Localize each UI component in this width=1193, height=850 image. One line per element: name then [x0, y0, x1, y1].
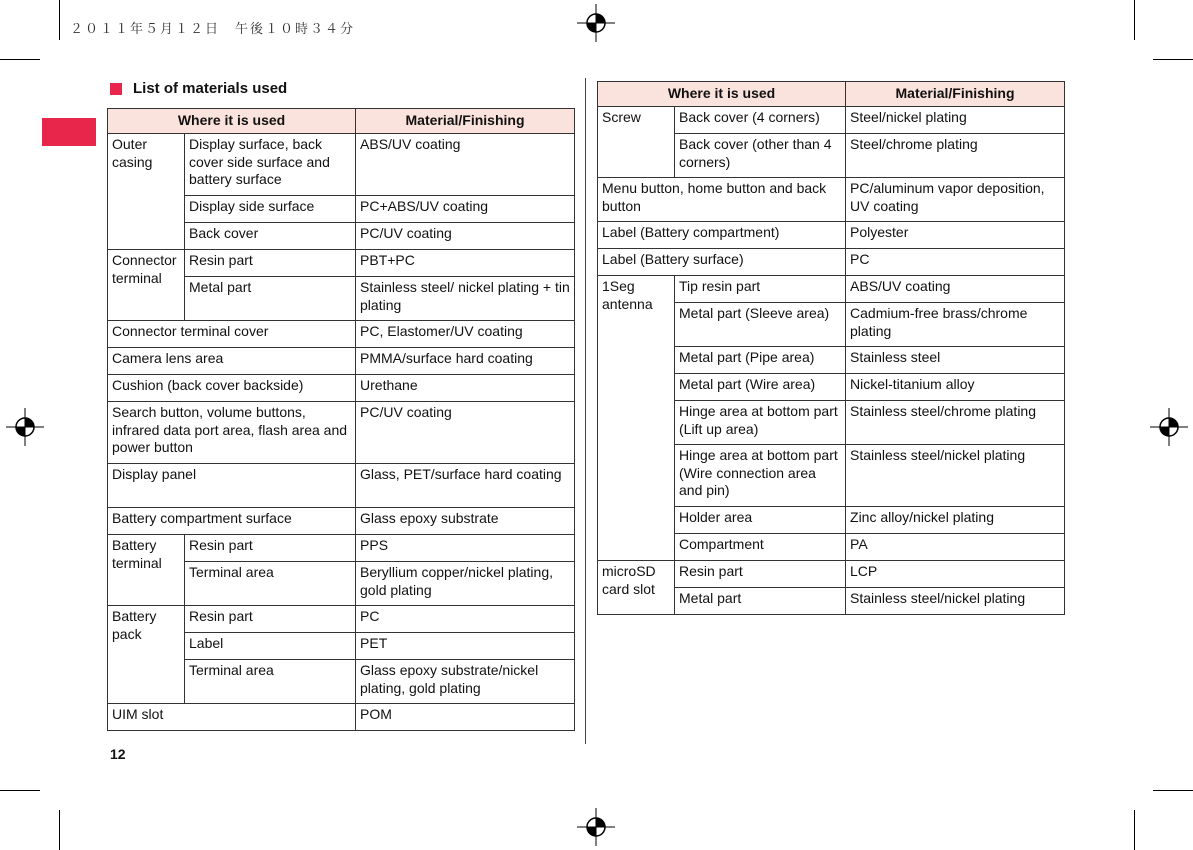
header-where: Where it is used [598, 82, 846, 107]
chapter-tab [42, 118, 96, 146]
material-cell: Glass epoxy substrate [356, 508, 575, 535]
table-header-row [598, 82, 1065, 107]
part-cell: Metal part [675, 588, 846, 615]
material-cell: PC+ABS/UV coating [356, 196, 575, 223]
material-cell: PA [846, 534, 1065, 561]
material-cell: PC/aluminum vapor deposition, UV coating [846, 178, 1065, 222]
table-row [108, 375, 575, 402]
table-row [598, 276, 1065, 303]
group-label: Connector terminal [108, 250, 185, 321]
part-cell: Display side surface [185, 196, 356, 223]
table-row [598, 222, 1065, 249]
print-timestamp: ２０１１年５月１２日 午後１０時３４分 [70, 22, 356, 37]
materials-table-right [597, 81, 1065, 615]
table-row [598, 107, 1065, 134]
crop-mark [1134, 810, 1135, 850]
material-cell: Steel/chrome plating [846, 134, 1065, 178]
part-cell: Search button, volume buttons, infrared data port area, flash area and power button [108, 402, 356, 464]
crop-mark [1153, 790, 1193, 791]
table-row [108, 508, 575, 535]
crop-mark [59, 810, 60, 850]
registration-mark-icon [577, 4, 615, 42]
table-row [108, 606, 575, 633]
square-bullet-icon [110, 83, 122, 95]
material-cell: Urethane [356, 375, 575, 402]
material-cell: Steel/nickel plating [846, 107, 1065, 134]
part-cell: Back cover (4 corners) [675, 107, 846, 134]
table-row [108, 704, 575, 731]
table-row [598, 178, 1065, 222]
table-row [108, 134, 575, 196]
material-cell: PPS [356, 535, 575, 562]
part-cell: Metal part (Wire area) [675, 374, 846, 401]
group-label: Battery terminal [108, 535, 185, 606]
material-cell: Beryllium copper/nickel plating, gold plating [356, 562, 575, 606]
table-row [108, 402, 575, 464]
part-cell: Label [185, 633, 356, 660]
part-cell: Metal part (Sleeve area) [675, 303, 846, 347]
table-row [108, 348, 575, 375]
material-cell: PMMA/surface hard coating [356, 348, 575, 375]
column-divider [585, 78, 586, 744]
group-label: 1Seg antenna [598, 276, 675, 561]
header-where: Where it is used [108, 109, 356, 134]
table-header-row [108, 109, 575, 134]
material-cell: Glass, PET/surface hard coating [356, 464, 575, 508]
part-cell: Camera lens area [108, 348, 356, 375]
table-row [108, 464, 575, 508]
material-cell: PBT+PC [356, 250, 575, 277]
group-label: Battery pack [108, 606, 185, 704]
crop-mark [59, 0, 60, 40]
group-label: Outer casing [108, 134, 185, 250]
material-cell: Stainless steel/chrome plating [846, 401, 1065, 445]
crop-mark [1153, 59, 1193, 60]
table-row [598, 561, 1065, 588]
part-cell: Metal part (Pipe area) [675, 347, 846, 374]
material-cell: Zinc alloy/nickel plating [846, 507, 1065, 534]
table-row [108, 321, 575, 348]
part-cell: Label (Battery compartment) [598, 222, 846, 249]
material-cell: PC, Elastomer/UV coating [356, 321, 575, 348]
header-material: Material/Finishing [846, 82, 1065, 107]
part-cell: Display panel [108, 464, 356, 508]
material-cell: ABS/UV coating [356, 134, 575, 196]
material-cell: Glass epoxy substrate/nickel plating, gold plating [356, 660, 575, 704]
registration-mark-icon [577, 808, 615, 846]
part-cell: Back cover [185, 223, 356, 250]
material-cell: Polyester [846, 222, 1065, 249]
material-cell: Cadmium-free brass/chrome plating [846, 303, 1065, 347]
registration-mark-icon [1150, 408, 1188, 446]
page-number: 12 [110, 746, 126, 762]
section-title-text: List of materials used [133, 80, 288, 97]
crop-mark [1134, 0, 1135, 40]
table-row [108, 250, 575, 277]
material-cell: Stainless steel/ nickel plating + tin plating [356, 277, 575, 321]
material-cell: LCP [846, 561, 1065, 588]
material-cell: Nickel-titanium alloy [846, 374, 1065, 401]
registration-mark-icon [6, 408, 44, 446]
part-cell: Resin part [185, 250, 356, 277]
part-cell: Back cover (other than 4 corners) [675, 134, 846, 178]
part-cell: Holder area [675, 507, 846, 534]
part-cell: Battery compartment surface [108, 508, 356, 535]
section-title [110, 80, 287, 97]
part-cell: Connector terminal cover [108, 321, 356, 348]
material-cell: Stainless steel [846, 347, 1065, 374]
material-cell: Stainless steel/nickel plating [846, 445, 1065, 507]
part-cell: Menu button, home button and back button [598, 178, 846, 222]
material-cell: ABS/UV coating [846, 276, 1065, 303]
material-cell: PC/UV coating [356, 402, 575, 464]
part-cell: Resin part [185, 606, 356, 633]
crop-mark [0, 59, 40, 60]
group-label: Screw [598, 107, 675, 178]
part-cell: Compartment [675, 534, 846, 561]
crop-mark [0, 790, 40, 791]
material-cell: PC [846, 249, 1065, 276]
part-cell: Metal part [185, 277, 356, 321]
header-material: Material/Finishing [356, 109, 575, 134]
part-cell: Terminal area [185, 562, 356, 606]
part-cell: Resin part [675, 561, 846, 588]
material-cell: POM [356, 704, 575, 731]
part-cell: Hinge area at bottom part (Lift up area) [675, 401, 846, 445]
part-cell: Terminal area [185, 660, 356, 704]
part-cell: Tip resin part [675, 276, 846, 303]
material-cell: PC [356, 606, 575, 633]
material-cell: Stainless steel/nickel plating [846, 588, 1065, 615]
material-cell: PC/UV coating [356, 223, 575, 250]
material-cell: PET [356, 633, 575, 660]
part-cell: Hinge area at bottom part (Wire connection area and pin) [675, 445, 846, 507]
materials-table-left [107, 108, 575, 731]
group-label: microSD card slot [598, 561, 675, 615]
part-cell: UIM slot [108, 704, 356, 731]
part-cell: Label (Battery surface) [598, 249, 846, 276]
part-cell: Resin part [185, 535, 356, 562]
table-row [598, 249, 1065, 276]
part-cell: Cushion (back cover backside) [108, 375, 356, 402]
part-cell: Display surface, back cover side surface and battery surface [185, 134, 356, 196]
table-row [108, 535, 575, 562]
